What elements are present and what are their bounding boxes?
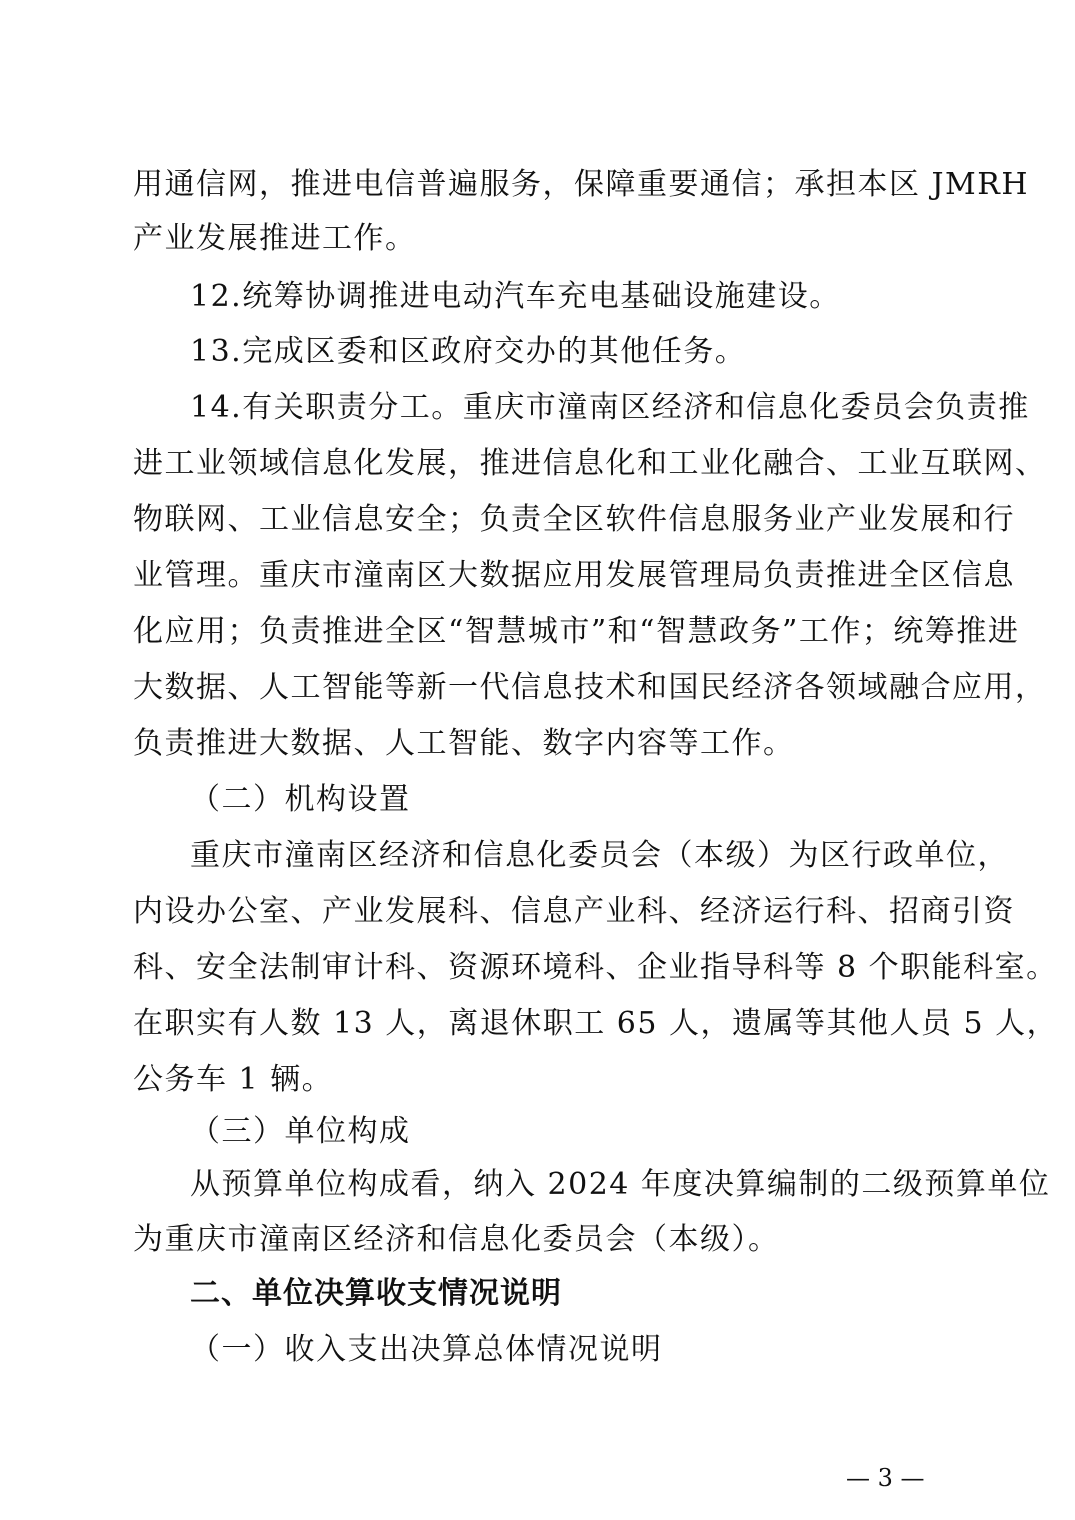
list-item-12: 12.统筹协调推进电动汽车充电基础设施建设。: [190, 279, 841, 314]
paragraph-line: 从预算单位构成看，纳入 2024 年度决算编制的二级预算单位: [190, 1167, 1051, 1202]
page-number: — 3 —: [846, 1464, 925, 1492]
section-heading-summary: （一）收入支出决算总体情况说明: [190, 1332, 663, 1367]
section-heading-composition: （三）单位构成: [190, 1114, 411, 1149]
paragraph-line: 进工业领域信息化发展，推进信息化和工业化融合、工业互联网、: [133, 446, 1047, 481]
section-heading-organization: （二）机构设置: [190, 782, 411, 817]
paragraph-line: 在职实有人数 13 人，离退休职工 65 人，遗属等其他人员 5 人，: [133, 1006, 1059, 1041]
paragraph-line: 物联网、工业信息安全；负责全区软件信息服务业产业发展和行: [133, 502, 1015, 537]
paragraph-line: 化应用；负责推进全区“智慧城市”和“智慧政务”工作；统筹推进: [133, 614, 1020, 649]
paragraph-line: 内设办公室、产业发展科、信息产业科、经济运行科、招商引资: [133, 894, 1015, 929]
paragraph-line: 科、安全法制审计科、资源环境科、企业指导科等 8 个职能科室。: [133, 950, 1058, 985]
paragraph-line: 用通信网，推进电信普遍服务，保障重要通信；承担本区 JMRH: [133, 167, 1030, 202]
paragraph-line: 重庆市潼南区经济和信息化委员会（本级）为区行政单位，: [190, 838, 1009, 873]
paragraph-line: 为重庆市潼南区经济和信息化委员会（本级）。: [133, 1222, 780, 1257]
paragraph-line: 业管理。重庆市潼南区大数据应用发展管理局负责推进全区信息: [133, 558, 1015, 593]
paragraph-line: 负责推进大数据、人工智能、数字内容等工作。: [133, 726, 795, 761]
paragraph-line: 大数据、人工智能等新一代信息技术和国民经济各领域融合应用，: [133, 670, 1047, 705]
paragraph-line: 产业发展推进工作。: [133, 221, 417, 256]
list-item-13: 13.完成区委和区政府交办的其他任务。: [190, 334, 747, 369]
paragraph-line: 公务车 1 辆。: [133, 1062, 334, 1097]
list-item-14: 14.有关职责分工。重庆市潼南区经济和信息化委员会负责推: [190, 390, 1030, 425]
chapter-heading: 二、单位决算收支情况说明: [190, 1276, 562, 1311]
